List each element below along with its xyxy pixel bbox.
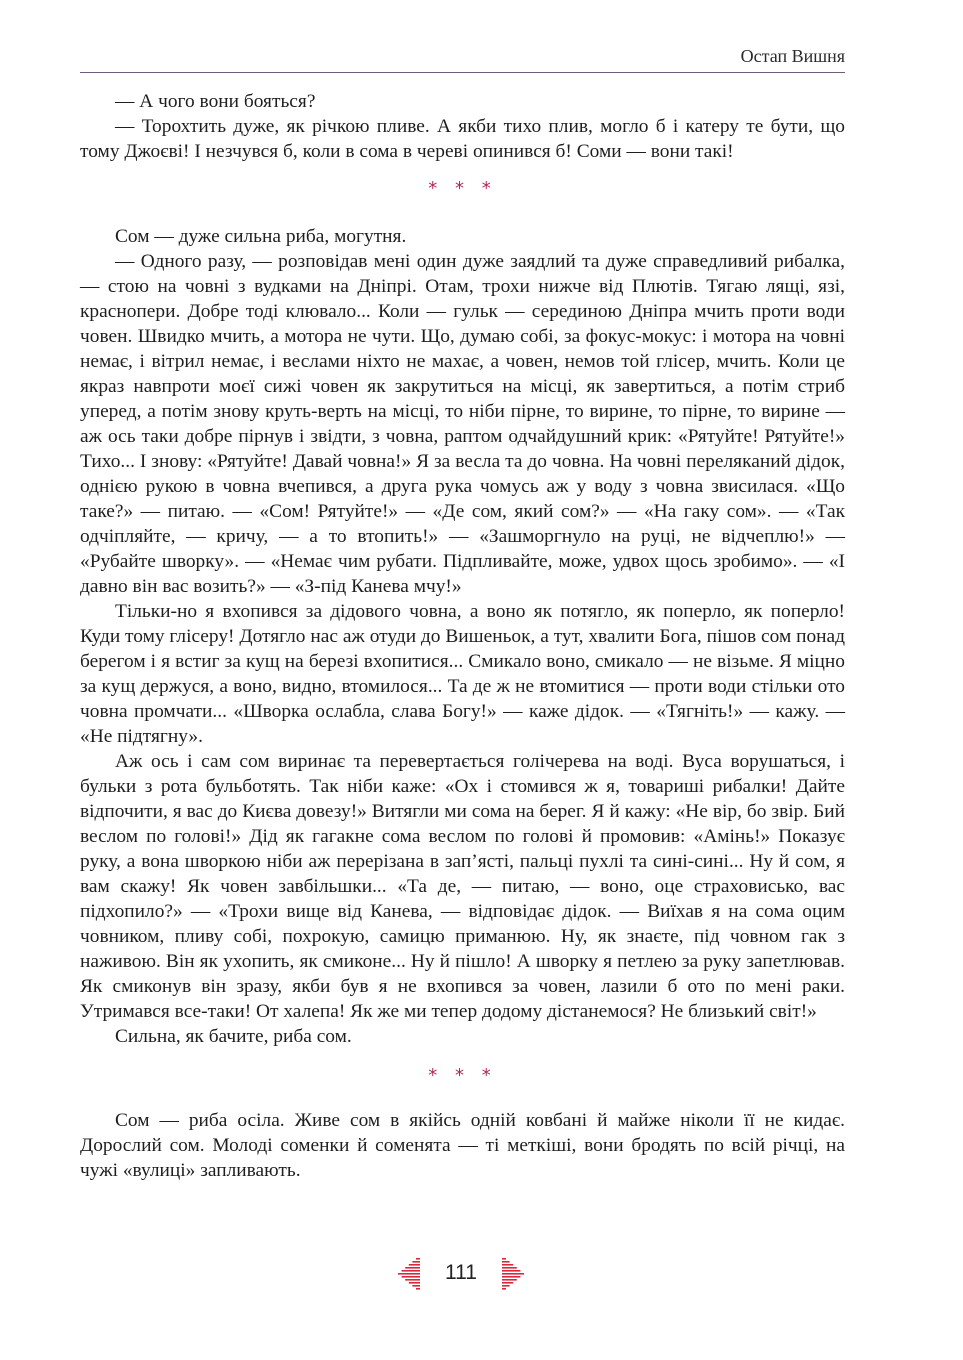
ornament-stripe: [412, 1261, 420, 1263]
right-ornament-icon: [500, 1256, 524, 1290]
left-ornament-icon: [398, 1256, 422, 1290]
paragraph: Аж ось і сам сом виринає та перевертається голічерева на воді. Вуса ворушаться, і бульки з рота бульботять. Так ніби каже: «Ох і стомився ж я, товариші рибалки! Дайте відпочити, я вас до Києва довезу!» Витягли ми сома на берег. Я й кажу: «Не вір, бо звір. Бий веслом по голові!» Дід як гагакне сома веслом по голові й промовив: «Амінь!» Показує руку, а вона шворкою ніби аж перерізана в зап’ясті, пальці пухлі та сині-сині... Ну й сом, я вам скажу! Як човен завбільшки... «Та де, — питаю, — воно, оце страховисько, вас підхопило?» — «Трохи вище від Канева, — відповідає дідок. — Виїхав я на сома оцим човником, пливу собі, похрокую, самицю приманюю. Ну, як знаєте, під човном гак з наживою. Він як ухопить, як смиконе... Ну й пішло! А шворку я петлею за руку запетлював. Як смиконув він зразу, якби був я не вхопився за човен, лазили б ото по мені раки. Утримався все-таки! От халепа! Як же ми тепер додому дістанемося? Не близький світ!»: [80, 751, 845, 1022]
ornament-stripe: [502, 1288, 506, 1290]
page-number: 111: [445, 1261, 477, 1284]
page-body: [80, 89, 845, 1183]
ornament-stripe: [502, 1279, 517, 1281]
ornament-stripe: [405, 1267, 420, 1269]
ornament-stripe: [416, 1288, 420, 1290]
running-header-author: Остап Вишня: [740, 46, 845, 66]
ornament-stripe: [502, 1273, 524, 1275]
paragraph: — Одного разу, — розповідав мені один дуже заядлий та дуже справедливий рибалка, — стою на човні з вудками на Дніпрі. Отам, трохи нижче від Плютів. Тягаю лящі, язі, краснопери. Добре тоді клювало... Коли — гульк — серединою Дніпра мчить проти води човен. Швидко мчить, а мотора не чути. Що, думаю собі, за фокус-мокус: і мотора на човні немає, і вітрил немає, і веслами ніхто не махає, а човен, немов той глісер, мчить. Коли це якраз навпроти моєї сижі човен як закрутиться на місці, як завертиться, а потім стриб уперед, а потім знову круть-верть на місці, то ніби пірне, то вирине, то пірне, то вирине — аж ось таки добре пірнув і звідти, з човна, раптом одчайдушний крик: «Рятуйте! Рятуйте!» Тихо... І знову: «Рятуйте! Давай човна!» Я за весла та до човна. На човні переляканий дідок, однією рукою в човна вчепився, а друга рука чомусь аж у воду з човна звисилася. «Що таке?» — питаю. — «Сом! Рятуйте!» — «Де сом, який сом?» — «На гаку сом». — «Так одчіпляйте, — кричу, — а то втопить!» — «Зашморгнуло на руці, не відчеплю!» — «Рубайте шворку». — «Немає чим рубати. Підпливайте, може, удвох щось зробимо». — «І давно він вас возить?» — «З-під Канева мчу!»: [80, 251, 845, 597]
ornament-stripe: [502, 1282, 513, 1284]
ornament-stripe: [402, 1270, 420, 1272]
ornament-stripe: [502, 1264, 513, 1266]
section-separator: * * *: [428, 178, 497, 199]
ornament-stripe: [502, 1270, 520, 1272]
ornament-stripe: [405, 1279, 420, 1281]
paragraph: Тільки-но я вхопився за дідового човна, а воно як потягло, як поперло, як поперло! Куди тому глісеру! Дотягло нас аж отуди до Вишеньок, а тут, хвалити Бога, пішов сом понад берегом і я встиг за кущ на березі вхопитися... Смикало воно, смикало — не візьме. Я міцно за кущ держуся, а воно, видно, втомилося... Та де ж не втомитися — проти води стільки ото човна промчати... «Шворка ослабла, слава Богу!» — каже дідок. — «Тягніть!» — кажу. — «Не підтягну».: [80, 601, 845, 747]
paragraph: Сом — риба осіла. Живе сом в якійсь одній ковбані й майже ніколи її не кидає. Дорослий сом. Молоді соменки й соменята — ті меткіші, вони бродять по всій річці, на чужі «вулиці» запливають.: [80, 1110, 845, 1181]
page-footer: [0, 1256, 963, 1296]
paragraph: — А чого вони бояться?: [115, 91, 316, 112]
ornament-stripe: [502, 1285, 510, 1287]
ornament-stripe: [502, 1261, 510, 1263]
ornament-stripe: [398, 1273, 420, 1275]
ornament-stripe: [416, 1258, 420, 1260]
ornament-stripe: [502, 1276, 520, 1278]
paragraph: Сом — дуже сильна риба, могутня.: [115, 226, 407, 247]
section-separator: * * *: [428, 1065, 497, 1086]
ornament-stripe: [502, 1258, 506, 1260]
ornament-stripe: [402, 1276, 420, 1278]
ornament-stripe: [412, 1285, 420, 1287]
header-rule: [80, 72, 845, 73]
ornament-stripe: [409, 1264, 420, 1266]
paragraph: Сильна, як бачите, риба сом.: [115, 1026, 352, 1047]
paragraph: — Торохтить дуже, як річкою пливе. А якби тихо плив, могло б і катеру те бути, що тому Джоєві! І незчувся б, коли в сома в череві опинився б! Соми — вони такі!: [80, 116, 845, 162]
ornament-stripe: [502, 1267, 517, 1269]
ornament-stripe: [409, 1282, 420, 1284]
